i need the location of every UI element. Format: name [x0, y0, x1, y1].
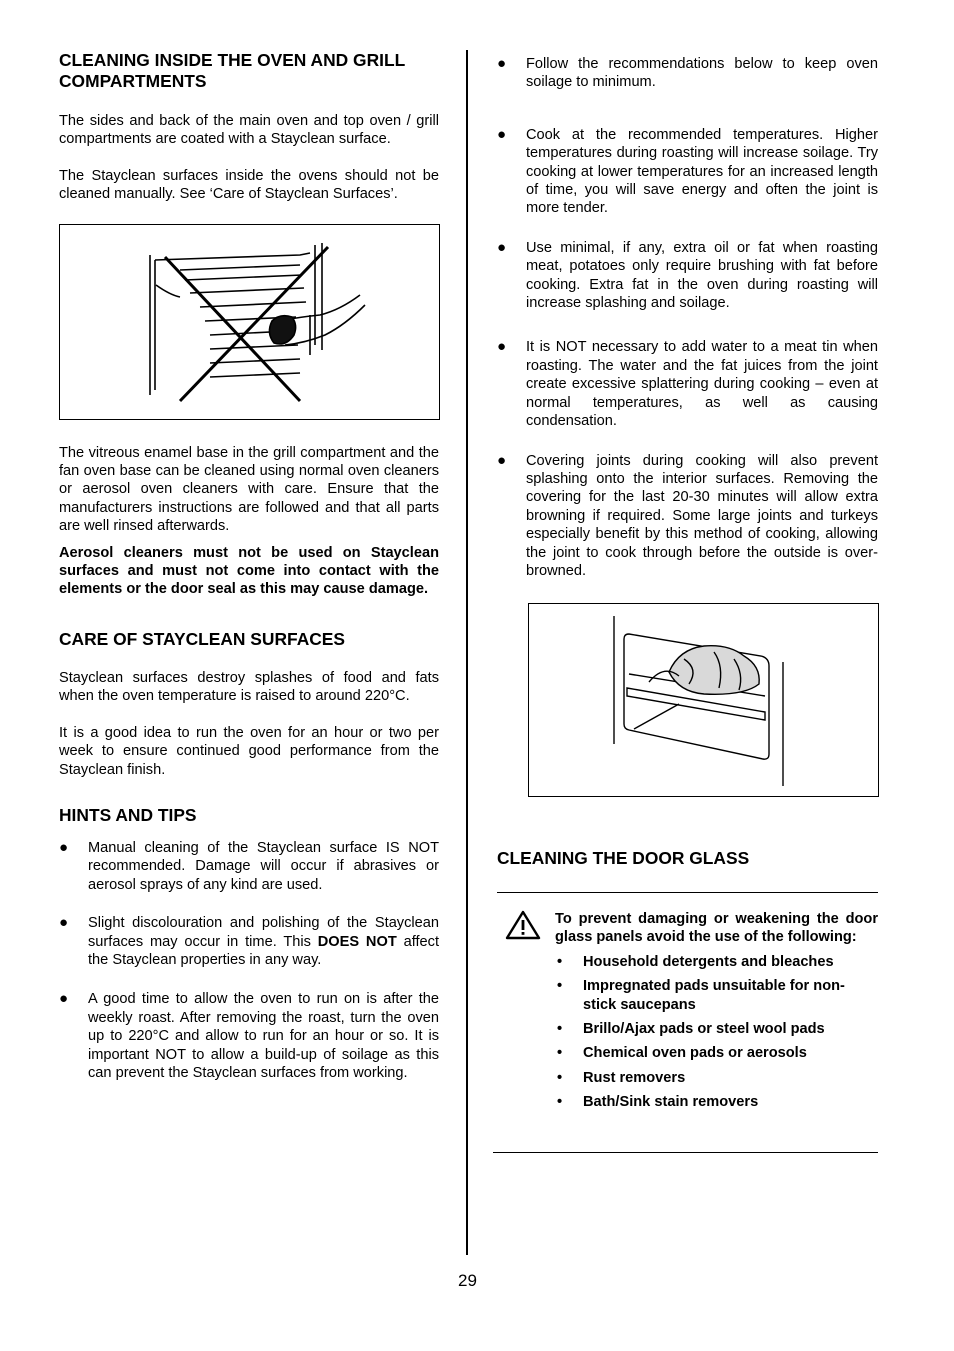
- column-divider: [466, 50, 468, 1255]
- paragraph: The vitreous enamel base in the grill compartment and the fan oven base can be cleaned using normal oven cleaners or aerosol oven cleaners with care. Ensure that the manufacturers instructions are followed and that all parts are well rinsed afterwards.: [59, 444, 439, 535]
- paragraph: The sides and back of the main oven and top oven / grill compartments are coated with a Stayclean surface.: [59, 113, 439, 148]
- bullet-icon: ●: [497, 55, 507, 72]
- bullet-icon: •: [557, 1045, 563, 1062]
- avoid-list-item: • Impregnated pads unsuitable for non-stick saucepans: [557, 978, 845, 1013]
- covered-joint-in-oven-icon: [529, 604, 878, 796]
- paragraph: Stayclean surfaces destroy splashes of food and fats when the oven temperature is raised to around 220°C.: [59, 669, 439, 705]
- avoid-list-item: • Rust removers: [557, 1069, 686, 1086]
- bullet-icon: ●: [497, 125, 507, 143]
- bullet-icon: •: [557, 1069, 563, 1086]
- heading-hints-and-tips: HINTS AND TIPS: [59, 804, 197, 825]
- avoid-list: [555, 953, 878, 1112]
- list-item: ● Slight discolouration and polishing of the Stayclean surfaces may occur in time. This DOES NOT affect the Stayclean properties in any way.: [59, 914, 440, 968]
- bullet-icon: ●: [59, 914, 69, 932]
- bullet-icon: •: [557, 953, 563, 970]
- heading-cleaning-door-glass: CLEANING THE DOOR GLASS: [497, 848, 750, 869]
- avoid-list-item: • Chemical oven pads or aerosols: [557, 1045, 807, 1062]
- manual-cleaning-crossed-out-icon: [60, 225, 439, 419]
- warning-text: To prevent damaging or weakening the door glass panels avoid the use of the following:: [555, 911, 878, 946]
- hints-list: [59, 839, 439, 1082]
- heading-cleaning-inside: CLEANING INSIDE THE OVEN AND GRILL COMPARTMENTS: [59, 50, 405, 91]
- left-column: [59, 48, 439, 1082]
- bullet-icon: ●: [497, 238, 507, 256]
- list-item: ● Use minimal, if any, extra oil or fat when roasting meat, potatoes only require brushing with fat before cooking. Extra fat in the oven during roasting will increase splashing and soilage.: [497, 238, 878, 312]
- bullet-icon: ●: [497, 338, 507, 356]
- warning-paragraph: Aerosol cleaners must not be used on Stayclean surfaces and must not come into contact with the elements or the door seal as this may cause damage.: [59, 544, 439, 598]
- bullet-icon: •: [557, 978, 563, 995]
- warning-triangle-icon: [505, 910, 541, 940]
- bullet-icon: •: [557, 1094, 563, 1111]
- list-item: ● Cook at the recommended temperatures. Higher temperatures during roasting will increase soilage. Try cooking at lower temperatures for an increased length of time, you will save energy and often the joint is more tender.: [497, 125, 878, 217]
- bullet-icon: ●: [59, 838, 69, 856]
- list-item: ● A good time to allow the oven to run on is after the weekly roast. After removing the roast, turn the oven up to 220°C and allow to run for an hour or so. It is important NOT to allow a build-up of soilage as this can prevent the Stayclean surfaces from working.: [59, 990, 439, 1081]
- recommendations-list: [497, 55, 878, 580]
- section-rule-bottom: [493, 1152, 878, 1153]
- list-item: ● Manual cleaning of the Stayclean surface IS NOT recommended. Damage will occur if abrasives or aerosol sprays of any kind are used.: [59, 838, 439, 893]
- covered-roast-illustration: [528, 603, 879, 797]
- paragraph: It is a good idea to run the oven for an hour or two per week to ensure continued good performance from the Stayclean finish.: [59, 724, 439, 778]
- avoid-list-item: • Brillo/Ajax pads or steel wool pads: [557, 1021, 825, 1038]
- heading-care-of-stayclean: CARE OF STAYCLEAN SURFACES: [59, 628, 346, 649]
- oven-cleaning-prohibited-illustration: [59, 224, 440, 420]
- right-column: [497, 55, 878, 869]
- paragraph: The Stayclean surfaces inside the ovens should not be cleaned manually. See ‘Care of Stayclean Surfaces’.: [59, 167, 439, 203]
- bullet-icon: ●: [59, 990, 69, 1008]
- section-rule-top: [497, 892, 878, 893]
- warning-box: [505, 910, 878, 1112]
- avoid-list-item: • Household detergents and bleaches: [557, 953, 834, 970]
- list-item: ● Covering joints during cooking will also prevent splashing onto the interior surfaces. Removing the covering for the last 20-30 minutes will allow extra browning if required. Some large joints and turkeys especially benefit by this method of cooking, allowing the joint to cook through before the outside is over-browned.: [497, 451, 878, 579]
- avoid-list-item: • Bath/Sink stain removers: [557, 1094, 759, 1111]
- list-item: ● Follow the recommendations below to keep oven soilage to minimum.: [497, 55, 878, 91]
- bullet-icon: ●: [497, 451, 507, 469]
- bullet-icon: •: [557, 1021, 563, 1038]
- list-item: ● It is NOT necessary to add water to a meat tin when roasting. The water and the fat juices from the joint create excessive splattering during cooking – even at normal temperatures, as well as causing condensation.: [497, 338, 878, 430]
- page-number: 29: [458, 1271, 477, 1290]
